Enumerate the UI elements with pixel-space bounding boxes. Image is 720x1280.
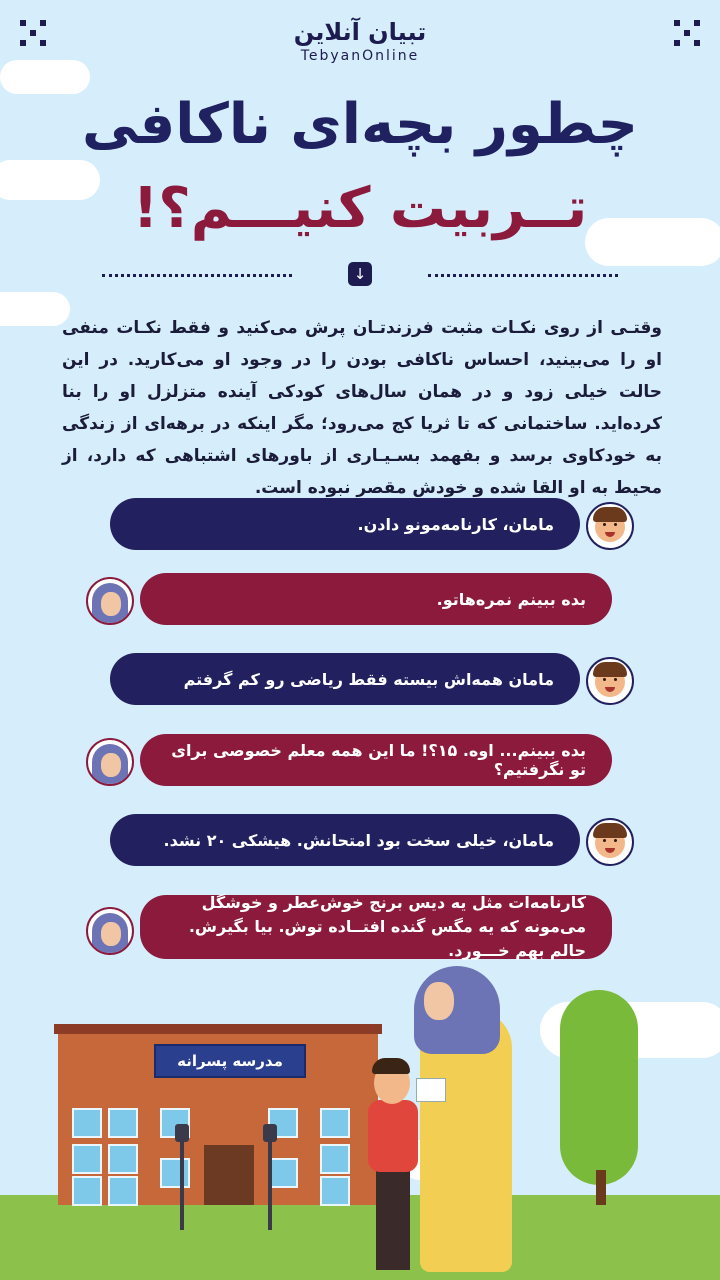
mom-avatar-icon: [86, 738, 134, 786]
mom-avatar-icon: [86, 577, 134, 625]
street-lamp-head: [263, 1124, 277, 1142]
street-lamp-head: [175, 1124, 189, 1142]
section-divider: [102, 262, 618, 282]
chat-text: مامان، خیلی سخت بود امتحانش. هیشکی ۲۰ نشد.: [163, 830, 554, 850]
boy-avatar-icon: [586, 502, 634, 550]
dotted-line: [102, 274, 292, 277]
chat-bubble-boy: [110, 498, 580, 550]
mom-avatar-icon: [86, 907, 134, 955]
grass-ground: [0, 1195, 720, 1280]
chat-text: مامان، کارنامه‌مونو دادن.: [357, 514, 554, 534]
boy-figure-hair: [372, 1058, 410, 1074]
chat-bubble-boy: [110, 814, 580, 866]
school-sign: مدرسه پسرانه: [154, 1044, 306, 1078]
boy-avatar-icon: [586, 657, 634, 705]
dotted-line: [428, 274, 618, 277]
intro-paragraph: وقتـی از روی نکـات مثبت فرزندتـان پرش می‌کنید و فقط نکـات منفی او را می‌بینید، احساس ناکافی بودن را در وجود او می‌کارید. در این حالت خیلی زود و در همان سال‌های کودکی آینده متزلزل او را بنا کرده‌اید. ساختمانی که تا ثریا کج می‌رود؛ مگر اینکه در برهه‌ای از زندگی به خودکاوی برسد و بفهمد بسـیـاری از باورهای اشتباهی که دارد، از محیط به او القا شده و خودش مقصر نبوده است.: [62, 318, 662, 498]
chat-bubble-mom: [140, 573, 612, 625]
chat-text: مامان همه‌اش بیسته فقط ریاضی رو کم گرفتم: [183, 669, 554, 689]
tree-illustration: [560, 990, 638, 1185]
boy-avatar-icon: [586, 818, 634, 866]
chat-bubble-mom: [140, 734, 612, 786]
brand-logo-english: TebyanOnline: [300, 48, 420, 64]
chat-text: بده ببینم نمره‌هاتو.: [436, 589, 586, 609]
boy-figure-legs: [376, 1170, 410, 1270]
street-lamp: [268, 1130, 272, 1230]
mother-head: [424, 982, 454, 1020]
boy-figure-illustration: [368, 1100, 418, 1172]
arrow-down-icon: ↓: [348, 262, 372, 286]
cloud: [0, 292, 70, 326]
street-lamp: [180, 1130, 184, 1230]
school-building-illustration: [58, 1030, 378, 1205]
chat-bubble-mom: [140, 895, 612, 959]
cloud: [0, 60, 90, 94]
page-title-line1: چطور بچه‌ای ناکافی: [81, 92, 639, 157]
page-title-line2: تــربیت کنیـــم؟!: [132, 176, 588, 241]
brand-logo-persian: تبیان آنلاین: [293, 18, 427, 46]
chat-text: بده ببینم... اوه. ۱۵؟! ما این همه معلم خصوصی برای تو نگرفتیم؟: [171, 741, 586, 779]
brand-logo: [0, 18, 720, 64]
tree-trunk: [596, 1170, 606, 1205]
report-card-icon: [416, 1078, 446, 1102]
chat-text: کارنامه‌ات مثل یه دیس برنج خوش‌عطر و خوشگل می‌مونه که یه مگس گنده افتــاده توش. بیا بگیرش. حالم بهم خـــورد.: [188, 893, 586, 960]
chat-bubble-boy: [110, 653, 580, 705]
school-door: [204, 1145, 254, 1205]
